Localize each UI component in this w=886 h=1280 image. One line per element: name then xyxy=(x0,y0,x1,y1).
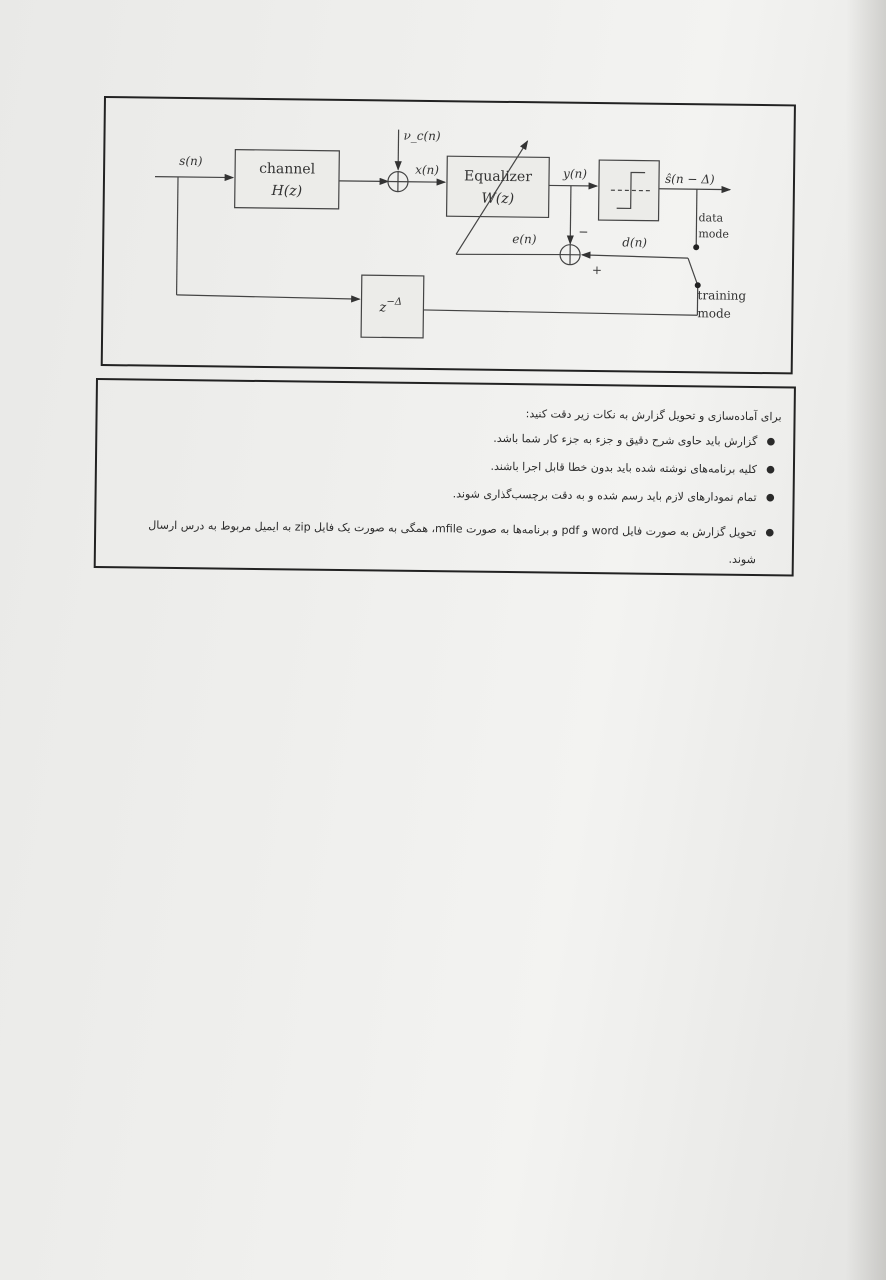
list-item: ● تحویل گزارش به صورت فایل word و pdf و برنامه‌ها به صورت mfile، همگی به صورت یک فایل zip به ایمیل مربوط به درس ارسال شوند. xyxy=(148,518,775,567)
bullet-icon: ● xyxy=(766,436,776,448)
label-training: training xyxy=(697,288,747,303)
list-item: ● کلیه برنامه‌های نوشته شده باید بدون خطا قابل اجرا باشند. xyxy=(490,459,775,477)
label-d-n: d(n) xyxy=(622,235,648,250)
label-equalizer: Equalizer xyxy=(464,168,533,186)
report-notes xyxy=(120,402,782,585)
desired-line xyxy=(582,255,688,258)
label-minus: − xyxy=(578,224,589,239)
list-item: ● تمام نمودارهای لازم باید رسم شده و به دقت برچسب‌گذاری شوند. xyxy=(452,487,775,505)
label-delay: $z^{-\Delta}$ xyxy=(379,296,403,316)
label-y-n: y(n) xyxy=(563,166,588,181)
channel-block xyxy=(235,150,340,209)
page-edge-shadow xyxy=(846,0,886,1280)
error-line xyxy=(456,253,560,255)
label-noise: ν_c(n) xyxy=(403,128,441,144)
label-equalizer-w: W(z) xyxy=(481,190,515,208)
label-data: data xyxy=(698,211,724,225)
notes-list xyxy=(120,427,782,573)
label-plus: + xyxy=(591,262,603,278)
bullet-icon: ● xyxy=(765,492,775,504)
label-channel: channel xyxy=(259,160,316,178)
bullet-icon: ● xyxy=(766,464,775,476)
output-line xyxy=(659,189,730,190)
mode-switch xyxy=(688,258,698,285)
input-line xyxy=(155,177,233,178)
label-channel-h: H(z) xyxy=(271,183,303,200)
block-diagram-frame xyxy=(101,96,796,374)
report-notes-box xyxy=(94,378,796,577)
block-diagram xyxy=(103,98,794,372)
label-x-n: x(n) xyxy=(415,162,440,178)
list-item: ● گزارش باید حاوی شرح دقیق و جزء به جزء کار شما باشد. xyxy=(493,431,776,449)
notes-intro: برای آماده‌سازی و تحویل گزارش به نکات زیر دقت کنید: xyxy=(525,407,782,424)
data-mode-node xyxy=(693,244,699,250)
equalizer-block xyxy=(447,156,550,217)
label-training-mode: mode xyxy=(697,306,731,321)
label-e-n: e(n) xyxy=(512,231,537,247)
label-s-n: s(n) xyxy=(179,153,203,169)
label-s-hat: ŝ(n − Δ) xyxy=(664,171,715,187)
label-data-mode: mode xyxy=(698,227,730,241)
bullet-icon: ● xyxy=(765,527,775,539)
